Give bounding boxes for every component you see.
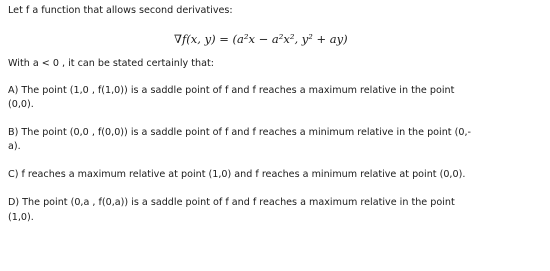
condition-text: With a < 0 , it can be stated certainly that: xyxy=(8,58,214,69)
option-d-line1: D) The point (0,a , f(0,a)) is a saddle point of f and f reaches a maximum relative in the point xyxy=(8,197,455,208)
gradient-formula: ∇f(x, y) = (a²x − a²x², y² + ay) xyxy=(174,32,348,46)
option-a-line2: (0,0). xyxy=(8,99,34,110)
intro-text: Let f a function that allows second derivatives: xyxy=(8,5,233,16)
option-a-line1: A) The point (1,0 , f(1,0)) is a saddle point of f and f reaches a maximum relative in the point xyxy=(8,85,455,96)
option-b-line2: a). xyxy=(8,141,21,152)
option-d-line2: (1,0). xyxy=(8,212,34,223)
option-c-line1: C) f reaches a maximum relative at point (1,0) and f reaches a minimum relative at point (0,0). xyxy=(8,169,466,180)
option-b-line1: B) The point (0,0 , f(0,0)) is a saddle point of f and f reaches a minimum relative in the point (0,- xyxy=(8,127,471,138)
